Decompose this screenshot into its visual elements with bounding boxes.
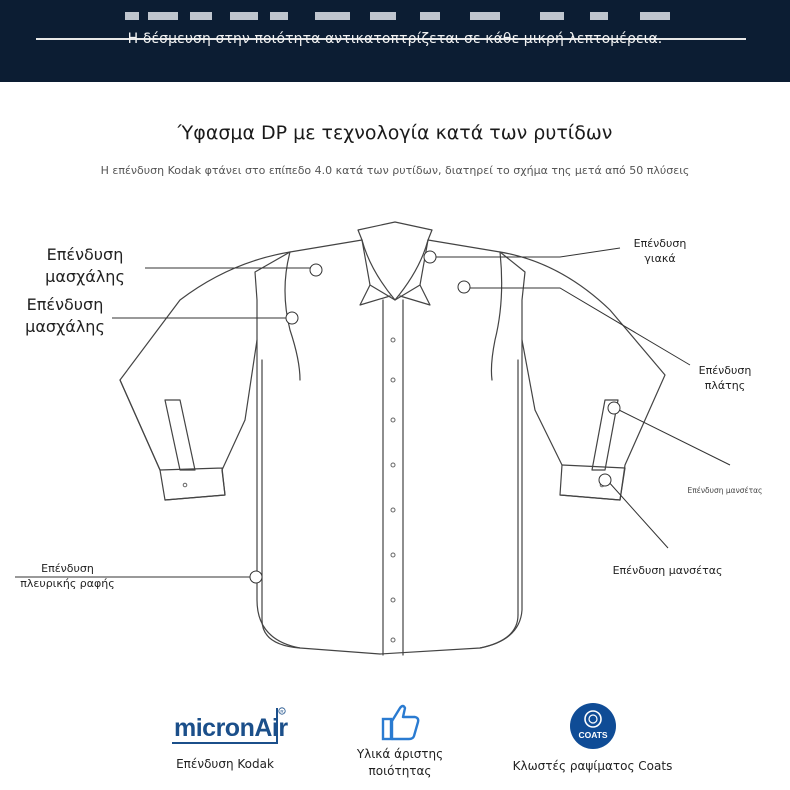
svg-text:micronAir: micronAir [174, 714, 288, 742]
shirt-body-outline [255, 240, 525, 654]
page-title: Ύφασμα DP με τεχνολογία κατά των ρυτίδων [177, 122, 613, 144]
svg-text:R: R [280, 709, 284, 714]
micronair-logo [160, 700, 290, 748]
shirt-left-cuff [160, 468, 225, 500]
marker-cuff [599, 474, 611, 486]
label-cuff: Επένδυση μανσέτας [612, 564, 723, 577]
callout-line-cuff [607, 480, 668, 548]
feature-label-coats: Κλωστές ραψίματος Coats [512, 759, 673, 773]
shirt-collar [358, 222, 432, 300]
feature-label-kodak: Επένδυση Kodak [176, 757, 274, 771]
label-underarm-1: Επένδυση μασχάλης [45, 245, 125, 286]
feature-quality-materials [335, 702, 465, 780]
feature-kodak-lining [150, 700, 300, 773]
svg-text:COATS: COATS [577, 730, 608, 740]
label-collar: Επένδυση γιακά [633, 237, 687, 265]
marker-underarm-1 [310, 264, 322, 276]
marker-underarm-2 [286, 312, 298, 324]
banner-text: Η δέσμευση στην ποιότητα αντικατοπτρίζεται σε κάθε μικρή λεπτομέρεια. [127, 31, 663, 47]
callout-line-cuff-small [615, 408, 730, 465]
label-underarm-2: Επένδυση μασχάλης [25, 295, 105, 336]
page-subtitle: Η επένδυση Kodak φτάνει στο επίπεδο 4.0 κατά των ρυτίδων, διατηρεί το σχήμα της μετά από 50 πλύσεις [100, 164, 690, 177]
callout-line-collar [430, 248, 620, 257]
thumbs-up-icon [378, 702, 422, 742]
coats-logo [569, 702, 617, 750]
label-cuff-small: Επένδυση μανσέτας [687, 486, 763, 495]
marker-back [458, 281, 470, 293]
label-side-seam: Επένδυση πλευρικής ραφής [20, 562, 115, 590]
marker-cuff-small [608, 402, 620, 414]
shirt-right-sleeve [500, 252, 665, 500]
feature-coats-thread [505, 702, 680, 775]
shirt-left-sleeve [120, 252, 290, 500]
shirt-left-cuff-placket [165, 400, 195, 470]
marker-collar [424, 251, 436, 263]
label-back: Επένδυση πλάτης [698, 364, 752, 392]
marker-side-seam [250, 571, 262, 583]
feature-label-quality: Υλικά άριστης ποιότητας [356, 747, 444, 778]
